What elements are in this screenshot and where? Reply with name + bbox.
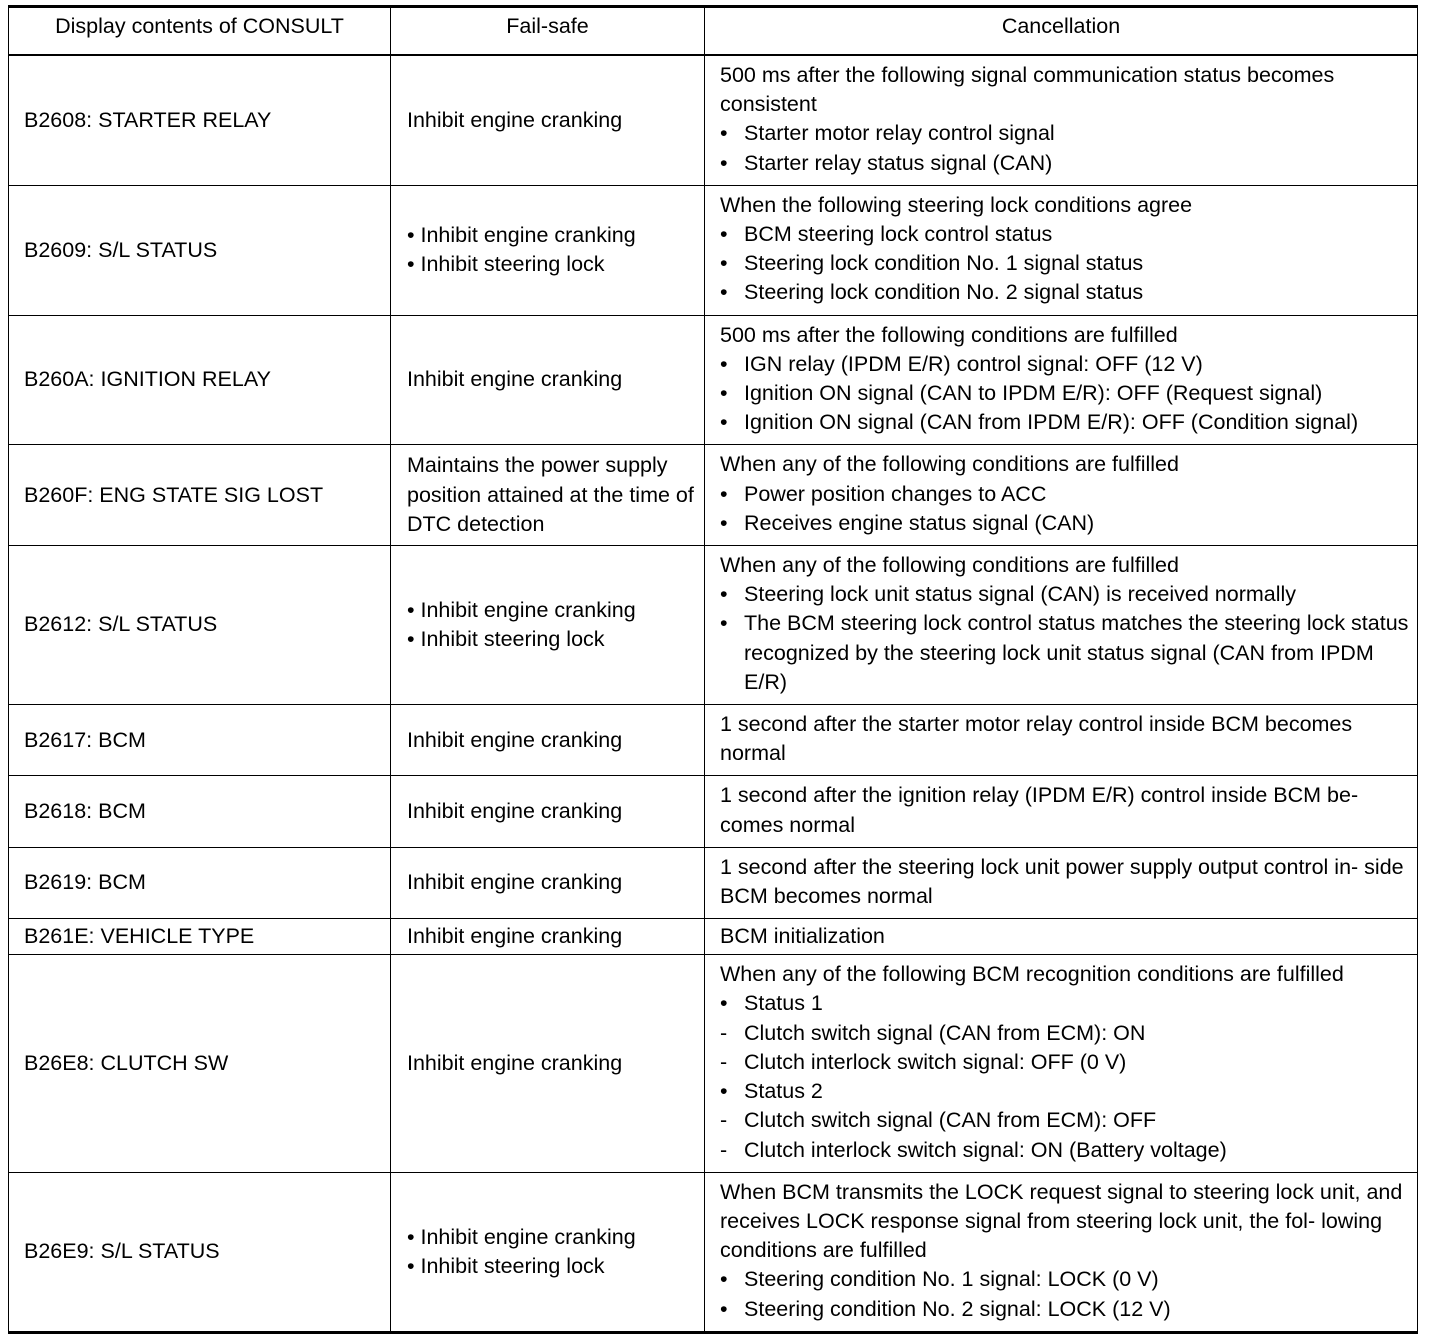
condition-item bbox=[720, 1077, 1411, 1106]
dash-marker: - bbox=[720, 1137, 728, 1162]
cancellation-intro: 1 second after the steering lock unit power supply output control in- side BCM becomes normal bbox=[720, 854, 1404, 909]
condition-item bbox=[720, 379, 1411, 408]
condition-text: Steering lock unit status signal (CAN) is received normally bbox=[744, 582, 1297, 607]
condition-text: Power position changes to ACC bbox=[744, 481, 1047, 506]
condition-item bbox=[720, 408, 1411, 437]
table-row bbox=[9, 1172, 1418, 1332]
cancellation-cell bbox=[705, 705, 1418, 776]
bullet-marker: • bbox=[720, 410, 728, 435]
table-row bbox=[9, 847, 1418, 918]
condition-text: Clutch interlock switch signal: ON (Battery voltage) bbox=[744, 1137, 1227, 1162]
cancellation-cell bbox=[705, 445, 1418, 546]
cancellation-intro: When any of the following conditions are fulfilled bbox=[720, 553, 1179, 578]
failsafe-cell bbox=[391, 315, 705, 445]
cancellation-cell bbox=[705, 919, 1418, 955]
cancellation-intro: When the following steering lock conditions agree bbox=[720, 192, 1193, 217]
dtc-code-cell: B2617: BCM bbox=[9, 705, 391, 776]
cancellation-intro: When any of the following conditions are fulfilled bbox=[720, 452, 1179, 477]
condition-item bbox=[720, 220, 1411, 249]
condition-text: Clutch switch signal (CAN from ECM): OFF bbox=[744, 1108, 1157, 1133]
condition-text: Steering lock condition No. 2 signal status bbox=[744, 280, 1144, 305]
condition-item bbox=[720, 1265, 1411, 1294]
condition-text: Steering condition No. 2 signal: LOCK (12 V) bbox=[744, 1296, 1171, 1321]
failsafe-line: • Inhibit engine cranking bbox=[407, 597, 636, 622]
condition-text: Clutch interlock switch signal: OFF (0 V) bbox=[744, 1049, 1127, 1074]
failsafe-line: Inhibit engine cranking bbox=[407, 799, 623, 824]
condition-item bbox=[720, 1106, 1411, 1135]
dtc-code-cell: B2612: S/L STATUS bbox=[9, 546, 391, 705]
cancellation-cell bbox=[705, 955, 1418, 1172]
condition-text: Ignition ON signal (CAN from IPDM E/R): OFF (Condition signal) bbox=[744, 410, 1359, 435]
table-row bbox=[9, 315, 1418, 445]
condition-item bbox=[720, 249, 1411, 278]
cancellation-intro: When BCM transmits the LOCK request signal to steering lock unit, and receives LOCK response signal from steering lock unit, the fol- lowing conditions are fulfilled bbox=[720, 1179, 1403, 1263]
bullet-marker: • bbox=[720, 351, 728, 376]
table-row bbox=[9, 776, 1418, 847]
dash-marker: - bbox=[720, 1020, 728, 1045]
cancellation-cell bbox=[705, 546, 1418, 705]
bullet-marker: • bbox=[720, 991, 728, 1016]
dtc-code-cell: B26E8: CLUTCH SW bbox=[9, 955, 391, 1172]
dtc-code-cell: B261E: VEHICLE TYPE bbox=[9, 919, 391, 955]
condition-text: Steering lock condition No. 1 signal status bbox=[744, 251, 1144, 276]
dtc-code-cell: B260A: IGNITION RELAY bbox=[9, 315, 391, 445]
dtc-code-cell: B2619: BCM bbox=[9, 847, 391, 918]
condition-text: Clutch switch signal (CAN from ECM): ON bbox=[744, 1020, 1146, 1045]
cancellation-intro: 500 ms after the following conditions are fulfilled bbox=[720, 322, 1178, 347]
dtc-code-cell: B2608: STARTER RELAY bbox=[9, 55, 391, 185]
failsafe-cell bbox=[391, 546, 705, 705]
bullet-marker: • bbox=[720, 1267, 728, 1292]
failsafe-line: • Inhibit engine cranking bbox=[407, 1224, 636, 1249]
bullet-marker: • bbox=[720, 251, 728, 276]
table-row bbox=[9, 955, 1418, 1172]
cancellation-cell bbox=[705, 776, 1418, 847]
failsafe-cell bbox=[391, 847, 705, 918]
cancellation-cell bbox=[705, 315, 1418, 445]
failsafe-line: • Inhibit steering lock bbox=[407, 1253, 605, 1278]
bullet-marker: • bbox=[720, 582, 728, 607]
bullet-marker: • bbox=[720, 121, 728, 146]
failsafe-cell bbox=[391, 185, 705, 315]
cancellation-intro: 1 second after the starter motor relay control inside BCM becomes normal bbox=[720, 712, 1353, 766]
dtc-code-cell: B26E9: S/L STATUS bbox=[9, 1172, 391, 1332]
failsafe-line: Inhibit engine cranking bbox=[407, 107, 623, 132]
failsafe-cell bbox=[391, 55, 705, 185]
cancellation-intro: 1 second after the ignition relay (IPDM E/R) control inside BCM be- comes normal bbox=[720, 783, 1359, 837]
condition-item bbox=[720, 149, 1411, 178]
table-row bbox=[9, 445, 1418, 546]
dash-marker: - bbox=[720, 1049, 728, 1074]
condition-item bbox=[720, 580, 1411, 609]
bullet-marker: • bbox=[720, 611, 728, 636]
failsafe-line: Maintains the power supply position attained at the time of DTC detection bbox=[407, 453, 694, 536]
failsafe-line: Inhibit engine cranking bbox=[407, 924, 623, 949]
dash-marker: - bbox=[720, 1108, 728, 1133]
cancellation-intro: 500 ms after the following signal communication status becomes consistent bbox=[720, 63, 1335, 117]
cancellation-cell bbox=[705, 55, 1418, 185]
failsafe-line: • Inhibit steering lock bbox=[407, 627, 605, 652]
cancellation-cell bbox=[705, 847, 1418, 918]
header-cancellation: Cancellation bbox=[705, 7, 1418, 56]
failsafe-line: Inhibit engine cranking bbox=[407, 727, 623, 752]
failsafe-table bbox=[8, 5, 1418, 1334]
cancellation-cell bbox=[705, 185, 1418, 315]
condition-item bbox=[720, 480, 1411, 509]
condition-item bbox=[720, 609, 1411, 697]
bullet-marker: • bbox=[720, 1079, 728, 1104]
condition-item bbox=[720, 509, 1411, 538]
bullet-marker: • bbox=[720, 222, 728, 247]
failsafe-line: Inhibit engine cranking bbox=[407, 367, 623, 392]
failsafe-line: • Inhibit steering lock bbox=[407, 252, 605, 277]
condition-text: Status 1 bbox=[744, 991, 823, 1016]
failsafe-cell bbox=[391, 955, 705, 1172]
condition-item bbox=[720, 1048, 1411, 1077]
dtc-code-cell: B260F: ENG STATE SIG LOST bbox=[9, 445, 391, 546]
failsafe-line: Inhibit engine cranking bbox=[407, 870, 623, 895]
table-row bbox=[9, 705, 1418, 776]
bullet-marker: • bbox=[720, 481, 728, 506]
bullet-marker: • bbox=[720, 1296, 728, 1321]
bullet-marker: • bbox=[720, 510, 728, 535]
failsafe-cell bbox=[391, 705, 705, 776]
bullet-marker: • bbox=[720, 150, 728, 175]
failsafe-cell bbox=[391, 919, 705, 955]
table-row bbox=[9, 919, 1418, 955]
bullet-marker: • bbox=[720, 381, 728, 406]
failsafe-cell bbox=[391, 445, 705, 546]
dtc-code-cell: B2618: BCM bbox=[9, 776, 391, 847]
failsafe-cell bbox=[391, 776, 705, 847]
failsafe-line: • Inhibit engine cranking bbox=[407, 223, 636, 248]
condition-text: Ignition ON signal (CAN to IPDM E/R): OFF (Request signal) bbox=[744, 381, 1323, 406]
header-failsafe: Fail-safe bbox=[391, 7, 705, 56]
cancellation-intro: When any of the following BCM recognition conditions are fulfilled bbox=[720, 962, 1344, 987]
condition-text: Receives engine status signal (CAN) bbox=[744, 510, 1095, 535]
condition-text: Starter motor relay control signal bbox=[744, 121, 1055, 146]
condition-text: The BCM steering lock control status matches the steering lock status recognized by the steering lock unit status signal (CAN from IPDM E/R) bbox=[744, 611, 1409, 694]
failsafe-cell bbox=[391, 1172, 705, 1332]
condition-item bbox=[720, 1019, 1411, 1048]
cancellation-intro: BCM initialization bbox=[720, 924, 885, 949]
condition-text: Status 2 bbox=[744, 1079, 823, 1104]
condition-text: Starter relay status signal (CAN) bbox=[744, 150, 1053, 175]
dtc-code-cell: B2609: S/L STATUS bbox=[9, 185, 391, 315]
table-body bbox=[9, 55, 1418, 1332]
condition-text: IGN relay (IPDM E/R) control signal: OFF (12 V) bbox=[744, 351, 1203, 376]
bullet-marker: • bbox=[720, 280, 728, 305]
condition-item bbox=[720, 989, 1411, 1018]
condition-item bbox=[720, 1136, 1411, 1165]
failsafe-line: Inhibit engine cranking bbox=[407, 1050, 623, 1075]
cancellation-cell bbox=[705, 1172, 1418, 1332]
table-row bbox=[9, 185, 1418, 315]
header-consult: Display contents of CONSULT bbox=[9, 7, 391, 56]
condition-item bbox=[720, 350, 1411, 379]
condition-item bbox=[720, 119, 1411, 148]
condition-item bbox=[720, 1295, 1411, 1324]
table-row bbox=[9, 55, 1418, 185]
condition-text: BCM steering lock control status bbox=[744, 222, 1053, 247]
condition-item bbox=[720, 278, 1411, 307]
condition-text: Steering condition No. 1 signal: LOCK (0 V) bbox=[744, 1267, 1159, 1292]
header-row bbox=[9, 7, 1418, 56]
table-row bbox=[9, 546, 1418, 705]
